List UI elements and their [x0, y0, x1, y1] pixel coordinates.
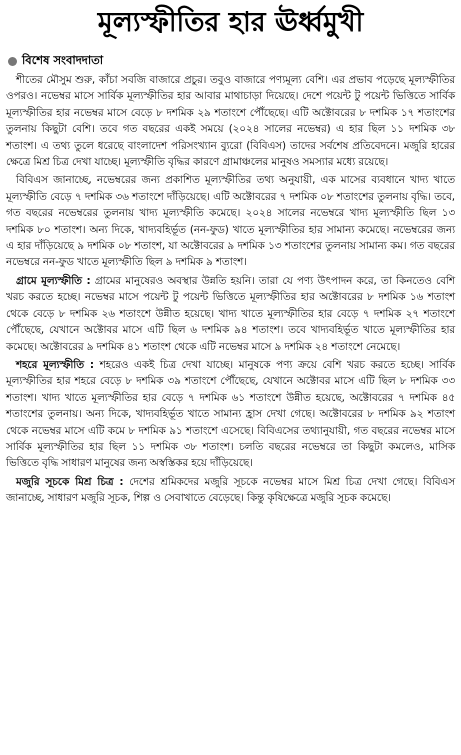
bullet-icon [8, 57, 17, 66]
subheading-rural: গ্রামে মূল্যস্ফীতি : [16, 274, 91, 287]
byline-text: বিশেষ সংবাদদাতা [22, 52, 104, 67]
paragraph-text: গ্রামের মানুষেরও অবস্থার উন্নতি হয়নি। তারা যে পণ্য উৎপাদন করে, তা কিনতেও বেশি খরচ করতে হচ্ছে। নভেম্বর মাসে পয়েন্ট টু পয়েন্ট ভিত্তিতে মূল্যস্ফীতির হার অক্টোবরের ৮ দশমিক ১৬ শতাংশ থেকে বেড়ে ৮ দশমিক ২৬ শতাংশে উন্নীত হয়েছে। খাদ্য খাতে মূল্যস্ফীতির হার বেড়ে ৭ দশমিক ২৭ শতাংশে পৌঁছেছে, যেখানে অক্টোবর মাসে এটি ছিল ৬ দশমিক ৯৪ শতাংশ। তবে খাদ্যবহির্ভূত খাতে মূল্যস্ফীতির হার কমেছে। অক্টোবরের ৯ দশমিক ৪১ শতাংশ থেকে এটি নভেম্বর মাসে ৯ দশমিক ২৪ শতাংশে নেমেছে। [6, 274, 455, 353]
headline: মূল্যস্ফীতির হার ঊর্ধ্বমুখী [97, 7, 364, 38]
paragraph-text: দেশের শ্রমিকদের মজুরি সূচকে নভেম্বর মাসে মিশ্র চিত্র দেখা গেছে। বিবিএস জানাচ্ছে, সাধারণ মজুরি সূচক, শিল্প ও সেবাখাতে বেড়েছে। কিন্তু কৃষিক্ষেত্রে মজুরি সূচক কমেছে। [6, 475, 455, 505]
byline [8, 50, 455, 72]
paragraph-wage [6, 474, 455, 507]
paragraph-1 [6, 72, 455, 170]
paragraph-rural [6, 273, 455, 355]
subheading-wage: মজুরি সূচকে মিশ্র চিত্র : [16, 475, 124, 488]
paragraph-text: বিবিএস জানাচ্ছে, নভেম্বরের জন্য প্রকাশিত মূল্যস্ফীতির তথ্য অনুযায়ী, এক মাসের ব্যবধানে খাদ্য খাতে মূল্যস্ফীতি বেড়ে ৭ দশমিক ৩৬ শতাংশে দাঁড়িয়েছে। এটি অক্টোবরের ৭ দশমিক ০৮ শতাংশের তুলনায় বৃদ্ধি। তবে, গত বছরের নভেম্বরের তুলনায় খাদ্য মূল্যস্ফীতি কমেছে। ২০২৪ সালের নভেম্বরে খাদ্য মূল্যস্ফীতি ছিল ১৩ দশমিক ৮০ শতাংশ। অন্য দিকে, খাদ্যবহির্ভূত (নন-ফুড) খাতে মূল্যস্ফীতির হার সামান্য কমেছে। নভেম্বরের জন্য এ হার দাঁড়িয়েছে ৯ দশমিক ০৮ শতাংশ, যা অক্টোবরের ৯ দশমিক ১৩ শতাংশের তুলনায় সামান্য কম। গত বছরের নভেম্বরে নন-ফুড খাতে মূল্যস্ফীতি ছিল ৯ দশমিক ৯ শতাংশ। [6, 174, 455, 269]
paragraph-text: শীতের মৌসুম শুরু, কাঁচা সবজি বাজারে প্রচুর। তবুও বাজারে পণ্যমূল্য বেশি। এর প্রভাব পড়েছে মূল্যস্ফীতির ওপরও। নভেম্বর মাসে সার্বিক মূল্যস্ফীতির হার আবার মাথাচাড়া দিয়েছে। দেশে পয়েন্ট টু পয়েন্ট ভিত্তিতে সার্বিক মূল্যস্ফীতির হার নভেম্বর মাসে বেড়ে ৮ দশমিক ২৯ শতাংশে পৌঁছেছে। এটি অক্টোবরের ৮ দশমিক ১৭ শতাংশের তুলনায় কিছুটা বেশি। তবে গত বছরের একই সময়ে (২০২৪ সালের নভেম্বর) এ হার ছিল ১১ দশমিক ৩৮ শতাংশ। এ তথ্য তুলে ধরেছে বাংলাদেশ পরিসংখ্যান ব্যুরো (বিবিএস) তাদের সর্বশেষ প্রতিবেদনে। মজুরি হারের ক্ষেত্রে মিশ্র চিত্র দেখা যাচ্ছে। মূল্যস্ফীতি বৃদ্ধির কারণে গ্রামাঞ্চলের মানুষও সমস্যার মধ্যে রয়েছে। [6, 74, 455, 169]
paragraph-2 [6, 172, 455, 270]
subheading-urban: শহরে মূল্যস্ফীতি : [16, 358, 94, 371]
paragraph-text: শহরেও একই চিত্র দেখা যাচ্ছে। মানুষকে পণ্য ক্রয়ে বেশি খরচ করতে হচ্ছে। সার্বিক মূল্যস্ফীতির হার শহরে বেড়ে ৮ দশমিক ৩৯ শতাংশে পৌঁছেছে, যেখানে অক্টোবর মাসে এটি ছিল ৮ দশমিক ৩৩ শতাংশ। খাদ্য খাতে মূল্যস্ফীতির হার বেড়ে ৭ দশমিক ৬১ শতাংশে উন্নীত হয়েছে, অক্টোবরের ৭ দশমিক ৪৫ শতাংশের তুলনায়। অন্য দিকে, খাদ্যবহির্ভূত খাতে সামান্য হ্রাস দেখা গেছে। অক্টোবরের ৮ দশমিক ৯২ শতাংশ থেকে নভেম্বর মাসে এটি কমে ৮ দশমিক ৯১ শতাংশে এসেছে। বিবিএসের তথ্যানুযায়ী, গত বছরের নভেম্বর মাসে সার্বিক মূল্যস্ফীতির হার ছিল ১১ দশমিক ৩৮ শতাংশ। চলতি বছরের নভেম্বরে তা কিছুটা কমলেও, মাসিক ভিত্তিতে বৃদ্ধি সাধারণ মানুষের জন্য অস্বস্তিকর হয়ে দাঁড়িয়েছে। [6, 358, 455, 470]
paragraph-urban [6, 357, 455, 472]
